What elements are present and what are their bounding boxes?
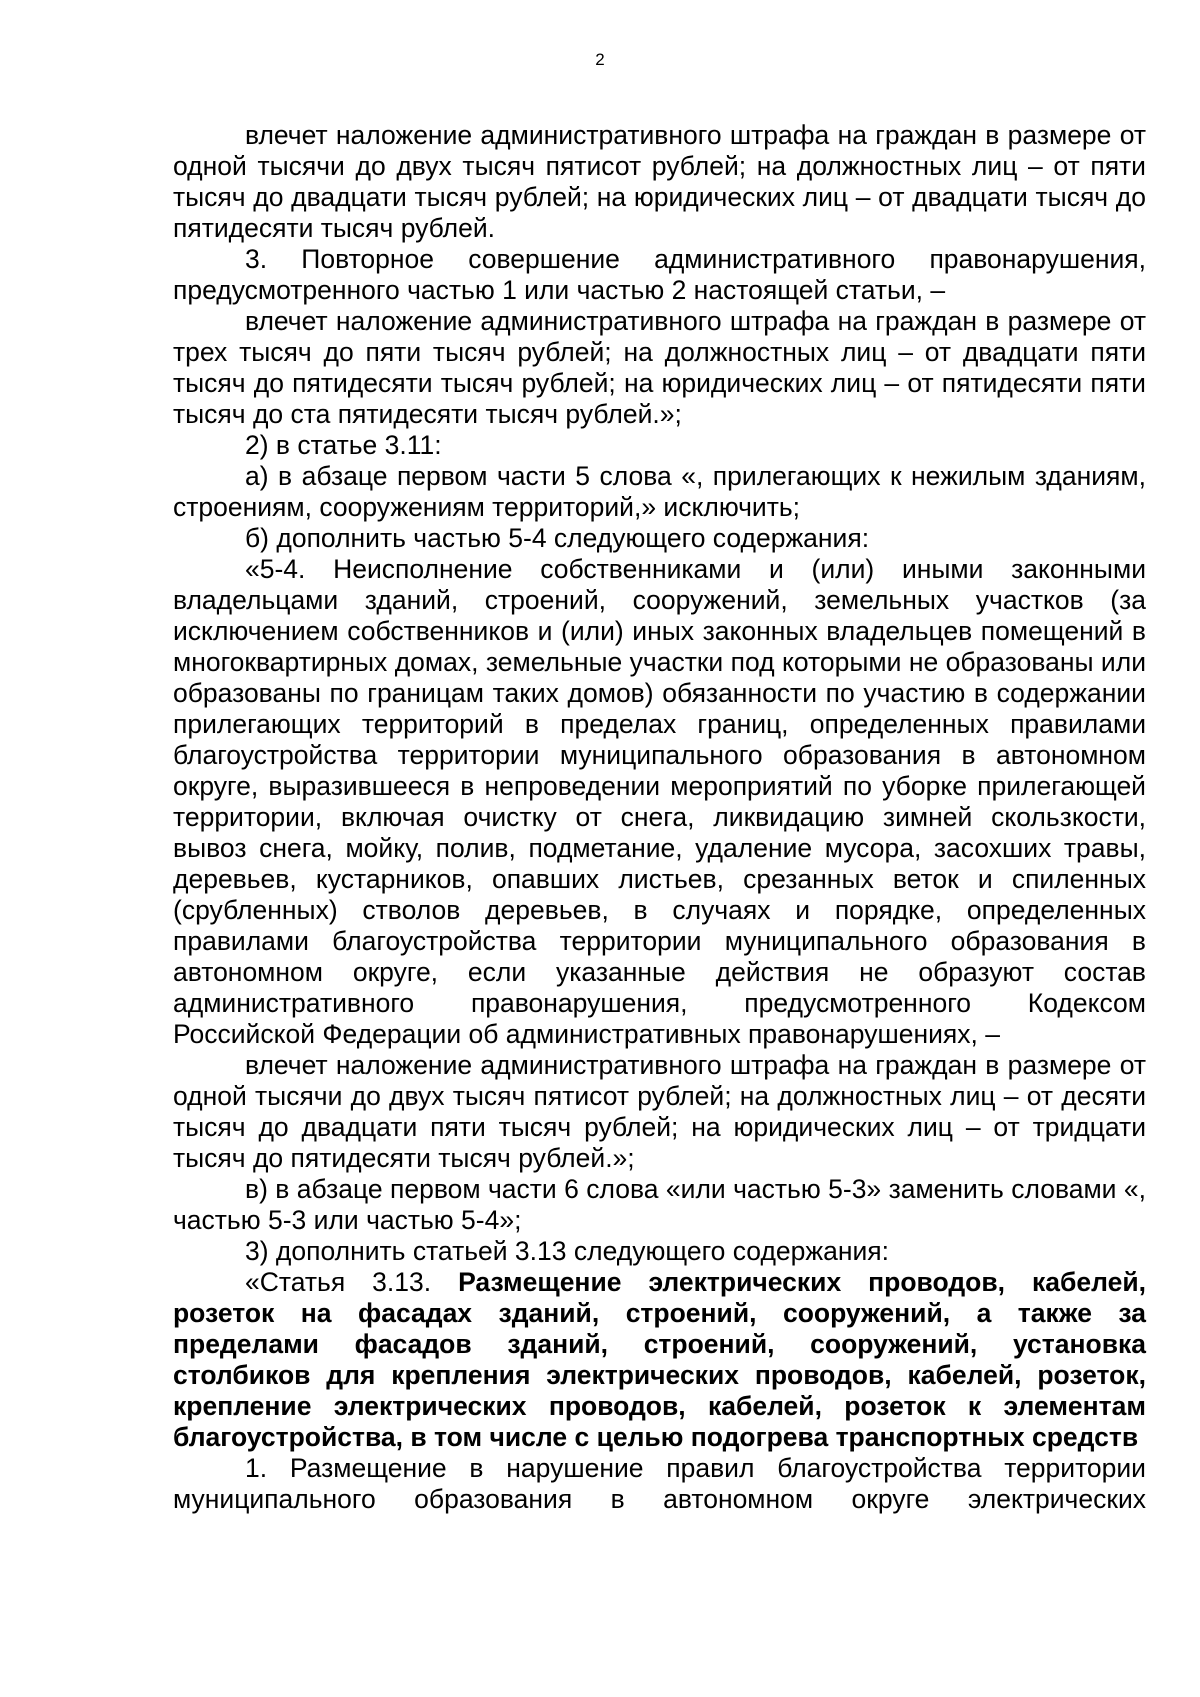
paragraph-article-3-13-intro: 3) дополнить статьей 3.13 следующего содержания: [245, 1236, 890, 1266]
paragraph-penalty-2: влечет наложение административного штрафа на граждан в размере от трех тысяч до пяти тысяч рублей; на должностных лиц – от двадцати пяти тысяч до пятидесяти тысяч рублей; на юридических лиц – от пятидесяти пяти тысяч до ста пятидесяти тысяч рублей.»; [173, 306, 1146, 429]
paragraph-article-3-11: 2) в статье 3.11: [245, 430, 442, 460]
paragraph-item-v: в) в абзаце первом части 6 слова «или частью 5-3» заменить словами «, частью 5-3 или частью 5-4»; [173, 1174, 1146, 1235]
paragraph-repeat-offense: 3. Повторное совершение административного правонарушения, предусмотренного частью 1 или частью 2 настоящей статьи, – [173, 244, 1146, 305]
article-prefix: «Статья 3.13. [245, 1267, 459, 1297]
page-number: 2 [595, 50, 605, 69]
paragraph-item-a: а) в абзаце первом части 5 слова «, прилегающих к нежилым зданиям, строениям, сооружениям территорий,» исключить; [173, 461, 1146, 522]
paragraph-penalty-1: влечет наложение административного штрафа на граждан в размере от одной тысячи до двух тысяч пятисот рублей; на должностных лиц – от пяти тысяч до двадцати тысяч рублей; на юридических лиц – от двадцати тысяч до пятидесяти тысяч рублей. [173, 120, 1146, 243]
article-3-13-heading [173, 1267, 1146, 1453]
paragraph-item-b: б) дополнить частью 5-4 следующего содержания: [245, 523, 870, 553]
document-body [173, 120, 1146, 1515]
paragraph-final: 1. Размещение в нарушение правил благоустройства территории муниципального образования в автономном округе электрических [173, 1453, 1146, 1514]
paragraph-part-5-4: «5-4. Неисполнение собственниками и (или) иными законными владельцами зданий, строений, сооружений, земельных участков (за исключением собственников и (или) иных законных владельцев помещений в многоквартирных домах, земельные участки под которыми не образованы или образованы по границам таких домов) обязанности по участию в содержании прилегающих территорий в пределах границ, определенных правилами благоустройства территории муниципального образования в автономном округе, выразившееся в непроведении мероприятий по уборке прилегающей территории, включая очистку от снега, ликвидацию зимней скользкости, вывоз снега, мойку, полив, подметание, удаление мусора, засохших травы, деревьев, кустарников, опавших листьев, срезанных веток и спиленных (срубленных) стволов деревьев, в случаях и порядке, определенных правилами благоустройства территории муниципального образования в автономном округе, если указанные действия не образуют состав административного правонарушения, предусмотренного Кодексом Российской Федерации об административных правонарушениях, – [173, 554, 1146, 1049]
article-title: Размещение электрических проводов, кабелей, розеток на фасадах зданий, строений, сооружений, а также за пределами фасадов зданий, строений, сооружений, установка столбиков для крепления электрических проводов, кабелей, розеток, крепление электрических проводов, кабелей, розеток к элементам благоустройства, в том числе с целью подогрева транспортных средств [173, 1267, 1146, 1452]
paragraph-penalty-3: влечет наложение административного штрафа на граждан в размере от одной тысячи до двух тысяч пятисот рублей; на должностных лиц – от десяти тысяч до двадцати пяти тысяч рублей; на юридических лиц – от тридцати тысяч до пятидесяти тысяч рублей.»; [173, 1050, 1146, 1173]
